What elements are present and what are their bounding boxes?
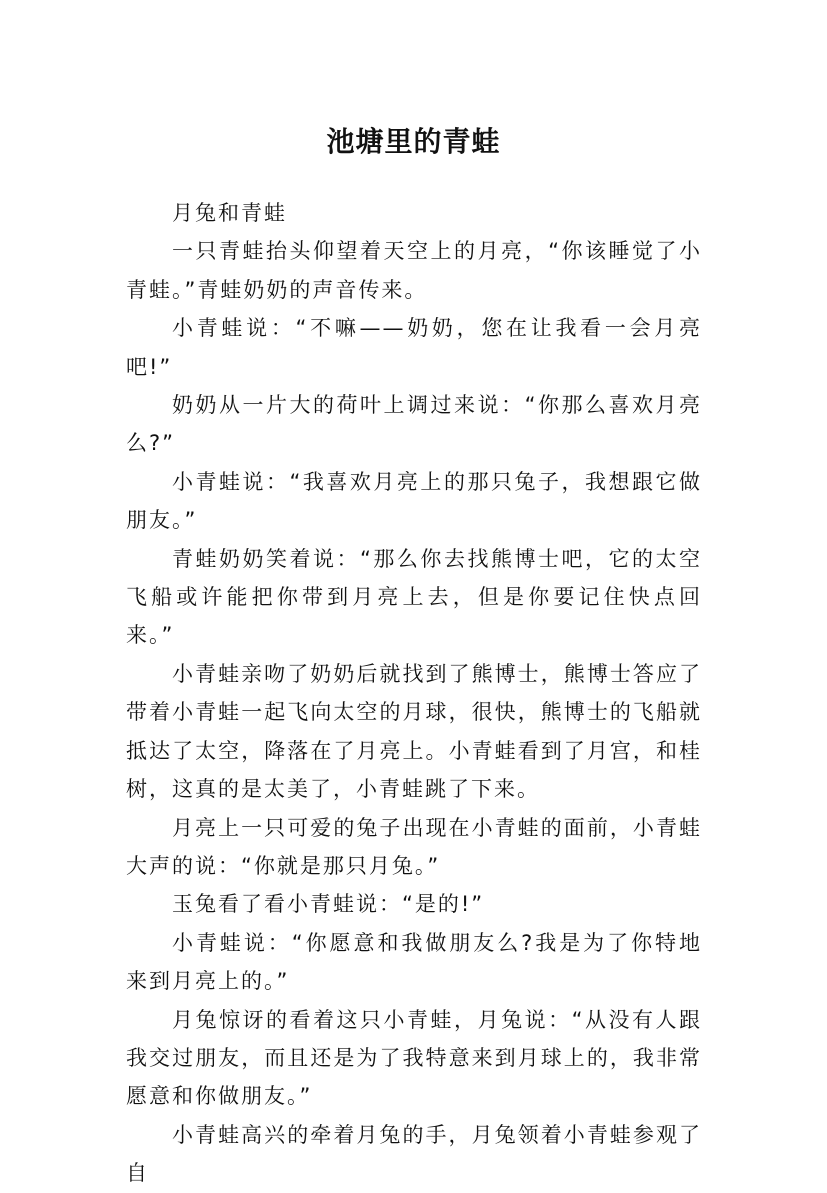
document-body [126,194,702,1193]
paragraph: 月兔惊讶的看着这只小青蛙，月兔说：“从没有人跟我交过朋友，而且还是为了我特意来到月球上的，我非常愿意和你做朋友。” [126,1007,702,1109]
document-title: 池塘里的青蛙 [326,124,501,158]
paragraph: 玉兔看了看小青蛙说：“是的!” [172,892,485,917]
paragraph: 月兔和青蛙 [172,201,287,225]
paragraph: 小青蛙高兴的牵着月兔的手，月兔领着小青蛙参观了自 [126,1122,702,1186]
paragraph: 一只青蛙抬头仰望着天空上的月亮，“你该睡觉了小青蛙。”青蛙奶奶的声音传来。 [126,239,702,302]
paragraph: 小青蛙说：“我喜欢月亮上的那只兔子，我想跟它做朋友。” [126,469,702,533]
paragraph: 青蛙奶奶笑着说：“那么你去找熊博士吧，它的太空飞船或许能把你带到月亮上去，但是你要记住快点回来。” [126,546,702,648]
paragraph: 奶奶从一片大的荷叶上调过来说：“你那么喜欢月亮么?” [126,393,702,456]
paragraph: 小青蛙说：“你愿意和我做朋友么?我是为了你特地来到月亮上的。” [126,930,702,994]
paragraph: 月亮上一只可爱的兔子出现在小青蛙的面前，小青蛙大声的说：“你就是那只月兔。” [126,815,702,878]
paragraph: 小青蛙说：“不嘛——奶奶，您在让我看一会月亮吧!” [126,316,702,379]
paragraph: 小青蛙亲吻了奶奶后就找到了熊博士，熊博士答应了带着小青蛙一起飞向太空的月球，很快，熊博士的飞船就抵达了太空，降落在了月亮上。小青蛙看到了月宫，和桂树，这真的是太美了，小青蛙跳了下来。 [126,661,702,802]
